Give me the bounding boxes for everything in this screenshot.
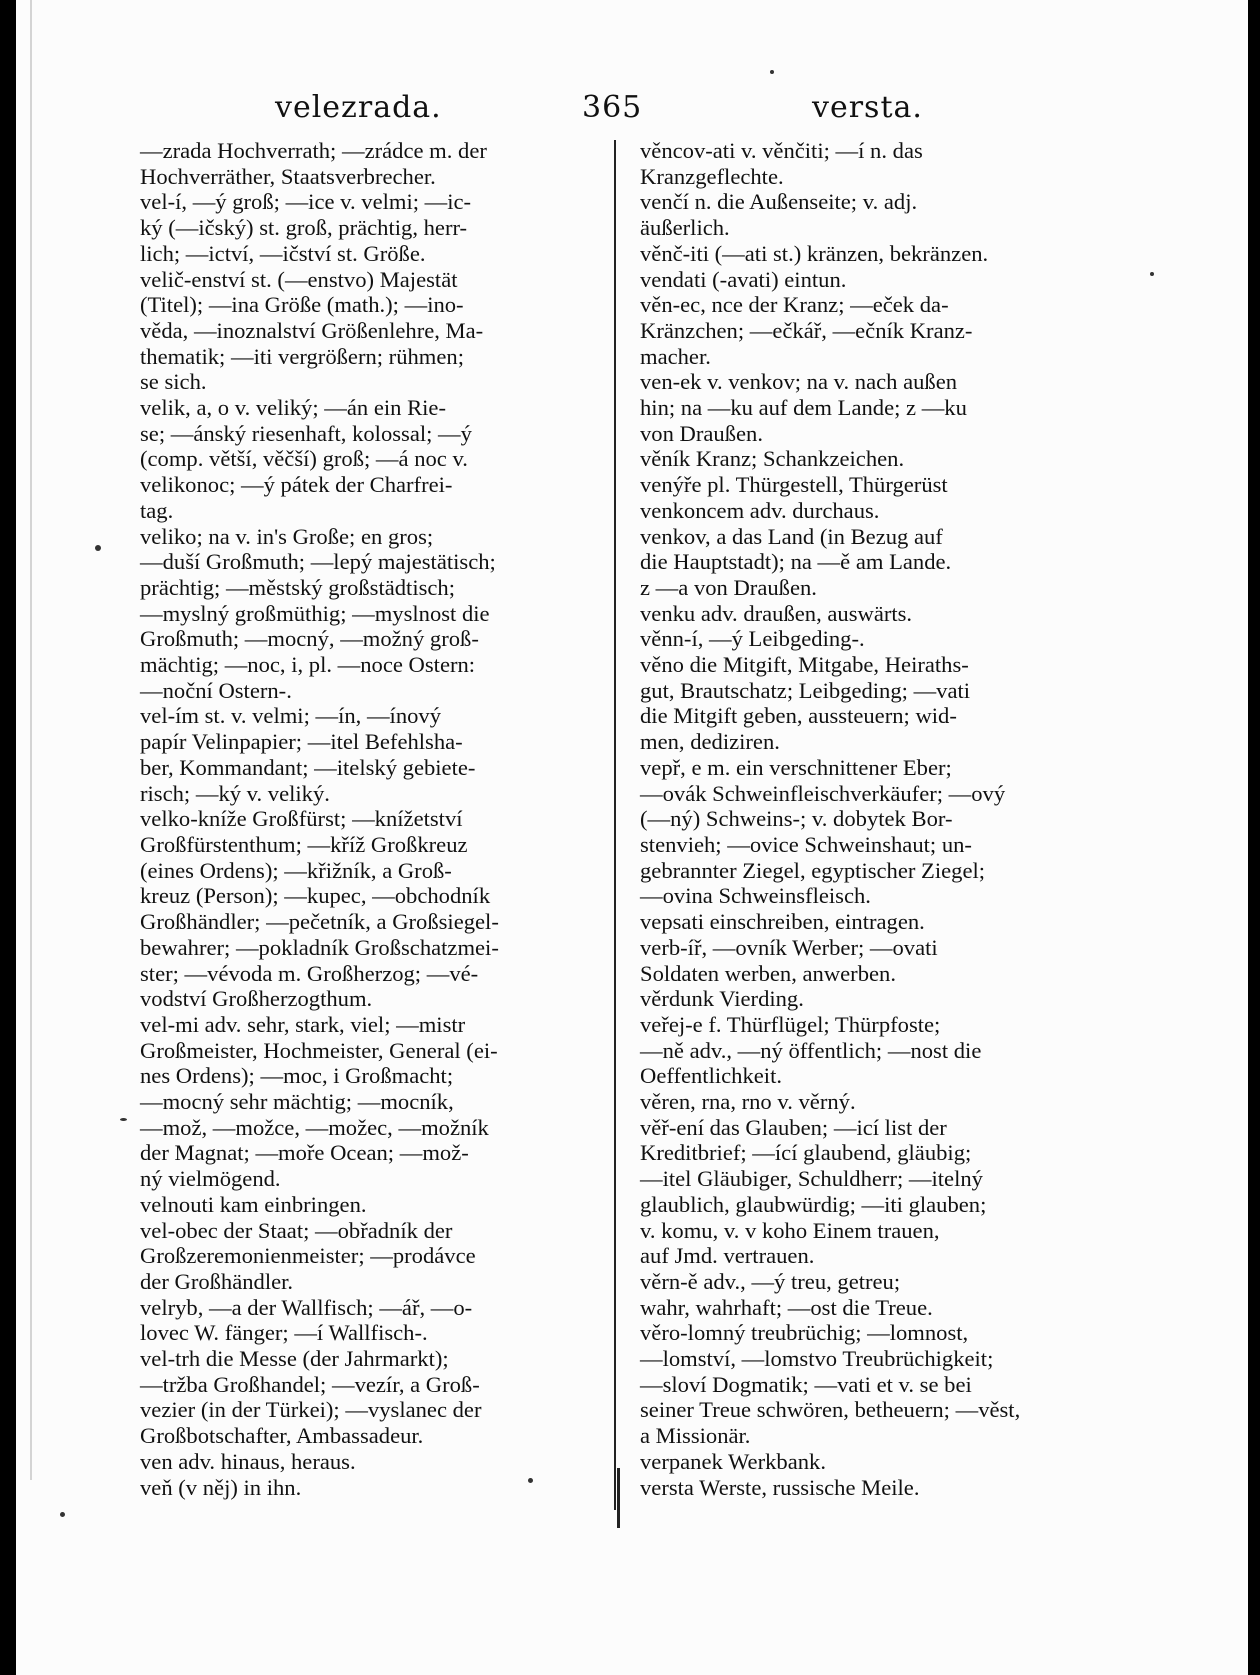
left-entry-line: Großmeister, Hochmeister, General (ei-	[140, 1037, 498, 1063]
column-divider	[614, 140, 616, 1510]
header-last-entry: versta.	[812, 90, 923, 125]
right-entry-line: venkoncem adv. durchaus.	[640, 497, 880, 523]
left-entry-line: ký (—ičský) st. groß, prächtig, herr-	[140, 215, 468, 241]
right-entry-line: gebrannter Ziegel, egyptischer Ziegel;	[640, 857, 986, 883]
right-entry-line: hin; na —ku auf dem Lande; z —ku	[640, 395, 967, 421]
left-entry-line: —mocný sehr mächtig; —mocník,	[140, 1089, 454, 1115]
right-entry-line: macher.	[640, 343, 711, 369]
left-entry-line: —duší Großmuth; —lepý majestätisch;	[140, 549, 496, 575]
left-entry-line: —zrada Hochverrath; —zrádce m. der	[140, 138, 487, 163]
right-entry-line: Kranzgeflechte.	[640, 163, 784, 189]
right-entry-line: věnn-í, —ý Leibgeding-.	[640, 626, 865, 652]
right-entry-line: die Hauptstadt); na —ě am Lande.	[640, 549, 952, 575]
left-entry-line: papír Velinpapier; —itel Befehlsha-	[140, 729, 463, 755]
left-entry-line: veň (v něj) in ihn.	[140, 1474, 302, 1500]
right-column	[640, 138, 1090, 1500]
left-entry-line: bewahrer; —pokladník Großschatzmei-	[140, 934, 499, 960]
left-entry-line: vel-obec der Staat; —obřadník der	[140, 1217, 453, 1243]
left-entry-line: ber, Kommandant; —itelský gebiete-	[140, 754, 476, 780]
ink-speck	[60, 1512, 65, 1517]
left-entry-line: věda, —inoznalství Größenlehre, Ma-	[140, 317, 484, 343]
left-entry-line: prächtig; —městský großstädtisch;	[140, 574, 456, 600]
left-entry-line: se; —ánský riesenhaft, kolossal; —ý	[140, 420, 472, 446]
right-entry-line: věrdunk Vierding.	[640, 986, 804, 1012]
left-entry-line: der Großhändler.	[140, 1268, 294, 1294]
right-entry-line: v. komu, v. v koho Einem trauen,	[640, 1217, 940, 1243]
ink-speck	[1150, 272, 1154, 276]
left-entry-line: (Titel); —ina Größe (math.); —ino-	[140, 292, 464, 318]
left-entry-line: vel-trh die Messe (der Jahrmarkt);	[140, 1346, 449, 1372]
right-entry-line: (—ný) Schweins-; v. dobytek Bor-	[640, 806, 953, 832]
left-entry-line: se sich.	[140, 369, 207, 395]
left-entry-line: nes Ordens); —moc, i Großmacht;	[140, 1063, 454, 1089]
left-entry-line: Großzeremonienmeister; —prodávce	[140, 1243, 476, 1269]
right-entry-line: věro-lomný treubrüchig; —lomnost,	[640, 1320, 969, 1346]
left-entry-line: tag.	[140, 497, 174, 523]
left-entry-line: Großhändler; —pečetník, a Großsiegel-	[140, 909, 499, 935]
right-entry-line: věren, rna, rno v. věrný.	[640, 1089, 856, 1115]
left-entry-line: vel-í, —ý groß; —ice v. velmi; —ic-	[140, 189, 472, 215]
left-entry-line: ven adv. hinaus, heraus.	[140, 1448, 356, 1474]
left-entry-line: vodství Großherzogthum.	[140, 986, 373, 1012]
right-entry-line: vendati (-avati) eintun.	[640, 266, 847, 292]
right-entry-line: verpanek Werkbank.	[640, 1448, 826, 1474]
left-entry-line: mächtig; —noc, i, pl. —noce Ostern:	[140, 652, 476, 678]
left-entry-line: lich; —ictví, —ičství st. Größe.	[140, 240, 426, 266]
right-entry-line: venku adv. draußen, auswärts.	[640, 600, 913, 626]
right-entry-line: —lomství, —lomstvo Treubrüchigkeit;	[640, 1346, 994, 1372]
left-entry-line: —myslný großmüthig; —myslnost die	[140, 600, 490, 626]
scan-shadow	[30, 0, 32, 1480]
left-entry-line: velnouti kam einbringen.	[140, 1191, 367, 1217]
left-entry-line: velryb, —a der Wallfisch; —ář, —o-	[140, 1294, 473, 1320]
right-entry-line: venýře pl. Thürgestell, Thürgerüst	[640, 472, 948, 498]
right-entry-line: z —a von Draußen.	[640, 574, 817, 600]
right-entry-line: věrn-ě adv., —ý treu, getreu;	[640, 1268, 901, 1294]
left-entry-line: —mož, —možce, —možec, —možník	[140, 1114, 489, 1140]
right-entry-line: veřej-e f. Thürflügel; Thürpfoste;	[640, 1011, 941, 1037]
left-entry-line: Großmuth; —mocný, —možný groß-	[140, 626, 479, 652]
right-entry-line: a Missionär.	[640, 1423, 751, 1449]
left-entry-line: thematik; —iti vergrößern; rühmen;	[140, 343, 464, 369]
left-entry-line: velikonoc; —ý pátek der Charfrei-	[140, 472, 453, 498]
right-entry-line: vepsati einschreiben, eintragen.	[640, 909, 925, 935]
left-entry-line: risch; —ký v. veliký.	[140, 780, 330, 806]
running-header	[0, 90, 1260, 130]
right-entry-line: gut, Brautschatz; Leibgeding; —vati	[640, 677, 971, 703]
right-entry-line: Kränzchen; —ečkář, —ečník Kranz-	[640, 317, 973, 343]
left-entry-line: ný vielmögend.	[140, 1166, 281, 1192]
right-entry-line: věno die Mitgift, Mitgabe, Heiraths-	[640, 652, 969, 678]
right-entry-line: men, dediziren.	[640, 729, 780, 755]
right-entry-line: věncov-ati v. věnčiti; —í n. das	[640, 138, 923, 163]
left-entry-line: —noční Ostern-.	[140, 677, 292, 703]
right-entry-line: vepř, e m. ein verschnittener Eber;	[640, 754, 952, 780]
right-entry-line: —ně adv., —ný öffentlich; —nost die	[640, 1037, 982, 1063]
right-entry-line: Soldaten werben, anwerben.	[640, 960, 896, 986]
right-entry-line: verb-íř, —ovník Werber; —ovati	[640, 934, 938, 960]
right-entry-line: äußerlich.	[640, 215, 730, 241]
right-entry-line: věník Kranz; Schankzeichen.	[640, 446, 905, 472]
right-entry-line: stenvieh; —ovice Schweinshaut; un-	[640, 831, 972, 857]
right-entry-line: —ovina Schweinsfleisch.	[640, 883, 871, 909]
left-entry-line: veliko; na v. in's Große; en gros;	[140, 523, 434, 549]
ink-speck	[95, 545, 101, 551]
right-entry-line: seiner Treue schwören, betheuern; —věst,	[640, 1397, 1021, 1423]
left-column	[140, 138, 610, 1500]
ink-speck	[770, 70, 774, 74]
right-entry-line: Kreditbrief; —ící glaubend, gläubig;	[640, 1140, 972, 1166]
left-entry-line: velik, a, o v. veliký; —án ein Rie-	[140, 395, 446, 421]
left-entry-line: Großfürstenthum; —kříž Großkreuz	[140, 831, 468, 857]
ink-speck	[528, 1478, 533, 1483]
ink-speck	[120, 1118, 127, 1121]
left-entry-line: der Magnat; —moře Ocean; —mož-	[140, 1140, 469, 1166]
left-entry-line: vezier (in der Türkei); —vyslanec der	[140, 1397, 482, 1423]
left-entry-line: lovec W. fänger; —í Wallfisch-.	[140, 1320, 428, 1346]
right-entry-line: —ovák Schweinfleischverkäufer; —ový	[640, 780, 1006, 806]
right-entry-line: venkov, a das Land (in Bezug auf	[640, 523, 943, 549]
right-entry-line: versta Werste, russische Meile.	[640, 1474, 920, 1500]
right-entry-line: venčí n. die Außenseite; v. adj.	[640, 189, 918, 215]
right-entry-line: —itel Gläubiger, Schuldherr; —itelný	[640, 1166, 983, 1192]
left-entry-line: —tržba Großhandel; —vezír, a Groß-	[140, 1371, 480, 1397]
scan-border-right	[1248, 0, 1260, 1675]
right-entry-line: ven-ek v. venkov; na v. nach außen	[640, 369, 958, 395]
scan-border-left	[0, 0, 16, 1675]
left-entry-line: (comp. větší, věčší) groß; —á noc v.	[140, 446, 468, 472]
left-entry-line: Hochverräther, Staatsverbrecher.	[140, 163, 436, 189]
header-first-entry: velezrada.	[275, 90, 442, 125]
left-entry-line: ster; —vévoda m. Großherzog; —vé-	[140, 960, 479, 986]
right-entry-line: die Mitgift geben, aussteuern; wid-	[640, 703, 957, 729]
right-entry-line: wahr, wahrhaft; —ost die Treue.	[640, 1294, 933, 1320]
right-entry-line: Oeffentlichkeit.	[640, 1063, 782, 1089]
right-entry-line: věnč-iti (—ati st.) kränzen, bekränzen.	[640, 240, 989, 266]
left-entry-line: (eines Ordens); —křižník, a Groß-	[140, 857, 452, 883]
right-entry-line: —sloví Dogmatik; —vati et v. se bei	[640, 1371, 972, 1397]
left-entry-line: Großbotschafter, Ambassadeur.	[140, 1423, 424, 1449]
right-entry-line: věn-ec, nce der Kranz; —eček da-	[640, 292, 949, 318]
left-entry-line: vel-mi adv. sehr, stark, viel; —mistr	[140, 1011, 466, 1037]
right-entry-line: von Draußen.	[640, 420, 763, 446]
right-entry-line: auf Jmd. vertrauen.	[640, 1243, 815, 1269]
page-number: 365	[582, 90, 643, 125]
right-entry-line: věř-ení das Glauben; —icí list der	[640, 1114, 947, 1140]
left-entry-line: vel-ím st. v. velmi; —ín, —ínový	[140, 703, 442, 729]
right-entry-line: glaublich, glaubwürdig; —iti glauben;	[640, 1191, 987, 1217]
left-entry-line: velko-kníže Großfürst; —knížetství	[140, 806, 463, 832]
left-entry-line: kreuz (Person); —kupec, —obchodník	[140, 883, 491, 909]
column-divider-tail	[617, 1468, 620, 1528]
left-entry-line: velič-enství st. (—enstvo) Majestät	[140, 266, 458, 292]
